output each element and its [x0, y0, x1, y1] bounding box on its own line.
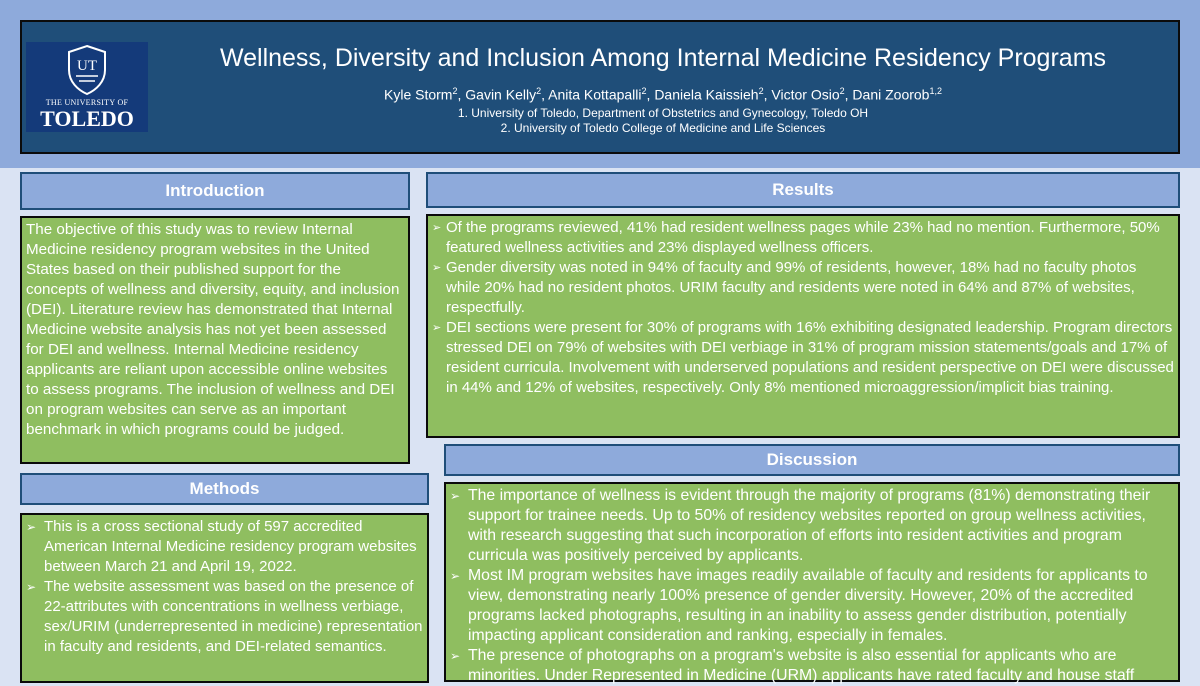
poster-title: Wellness, Diversity and Inclusion Among Internal Medicine Residency Programs [219, 44, 1107, 72]
methods-bullet: ➢ The website assessment was based on the presence of 22-attributes with concentrations in wellness verbiage, sex/URIM (underrepresented in medicine) representation in faculty and residents, and DEI-related semantics. [26, 577, 423, 657]
author-name: Anita Kottapalli [548, 86, 642, 103]
author-name: Victor Osio [771, 86, 840, 103]
discussion-bullet: ➢ The presence of photographs on a program's website is also essential for applicants who are minorities. Under Represented in Medicine (URM) applicants have rated faculty and house staff [450, 646, 1174, 686]
author-affiliation-marker: 2 [758, 86, 764, 96]
introduction-heading: Introduction [20, 172, 410, 210]
author-affiliation-marker: 1,2 [929, 86, 942, 96]
poster-header [20, 20, 1180, 154]
author-name: Dani Zoorob [852, 86, 930, 103]
author-name: Daniela Kaissieh [654, 86, 759, 103]
methods-bullet: ➢ This is a cross sectional study of 597 accredited American Internal Medicine residency program websites between March 21 and April 19, 2022. [26, 517, 423, 577]
author-affiliation-marker: 2 [452, 86, 458, 96]
shield-icon [66, 44, 108, 96]
affiliation-1: 1. University of Toledo, Department of Obstetrics and Gynecology, Toledo OH [457, 106, 869, 120]
university-logo [26, 42, 148, 132]
results-body [426, 214, 1180, 438]
logo-line-2: TOLEDO [40, 106, 134, 131]
affiliation-2: 2. University of Toledo College of Medicine and Life Sciences [500, 121, 826, 135]
methods-heading: Methods [20, 473, 429, 505]
results-bullet: ➢ DEI sections were present for 30% of programs with 16% exhibiting designated leadership. Program directors stressed DEI on 79% of websites with DEI verbiage in 31% of program mission statements/goals and 17% of resident curricula. Involvement with underserved populations and resident perspective on DEI were discussed in 44% and 12% of websites, respectively. Only 8% mentioned microaggression/implicit bias training. [432, 318, 1174, 398]
discussion-bullet: ➢ The importance of wellness is evident through the majority of programs (81%) demonstrating their support for trainee needs. Up to 50% of residency websites reported on group wellness activities, with research suggesting that such incorporation of efforts into resident activities and program curricula was positively perceived by applicants. [450, 486, 1174, 566]
discussion-body [444, 482, 1180, 682]
results-bullet: ➢ Of the programs reviewed, 41% had resident wellness pages while 23% had no mention. Furthermore, 50% featured wellness activities and 23% displayed wellness officers. [432, 218, 1174, 258]
results-heading: Results [426, 172, 1180, 208]
discussion-heading: Discussion [444, 444, 1180, 476]
author-list: Kyle Storm$^2$, Gavin Kelly$^2$, Anita Kottapalli$^2$, Daniela Kaissieh$^2$, Victor Osio$^2$, Dani Zoorob$^{1,2}$ [384, 86, 942, 103]
author-affiliation-marker: 2 [641, 86, 647, 96]
discussion-bullet: ➢ Most IM program websites have images readily available of faculty and residents for applicants to view, demonstrating nearly 100% presence of gender diversity. However, 20% of the accredited programs lacked photographs, resulting in an inability to assess gender distribution, potentially impacting applicant consideration and ranking, especially in females. [450, 566, 1174, 646]
logo-line-1: THE UNIVERSITY OF [45, 98, 129, 107]
logo-monogram: UT [77, 58, 97, 74]
author-affiliation-marker: 2 [839, 86, 845, 96]
author-name: Kyle Storm [384, 86, 453, 103]
introduction-body: The objective of this study was to review Internal Medicine residency program websites in the United States based on their published support for the concepts of wellness and diversity, equity, and inclusion (DEI). Literature review has demonstrated that Internal Medicine website analysis has not yet been assessed for DEI and wellness. Internal Medicine residency applicants are reliant upon accessible online websites to assess programs. The inclusion of wellness and DEI on program websites can serve as an important benchmark in which programs could be judged. [20, 216, 410, 464]
author-affiliation-marker: 2 [536, 86, 542, 96]
results-bullet: ➢ Gender diversity was noted in 94% of faculty and 99% of residents, however, 18% had no faculty photos while 20% had no resident photos. URIM faculty and residents were noted in 64% and 87% of websites, respectfully. [432, 258, 1174, 318]
methods-body [20, 513, 429, 683]
author-name: Gavin Kelly [465, 86, 537, 103]
